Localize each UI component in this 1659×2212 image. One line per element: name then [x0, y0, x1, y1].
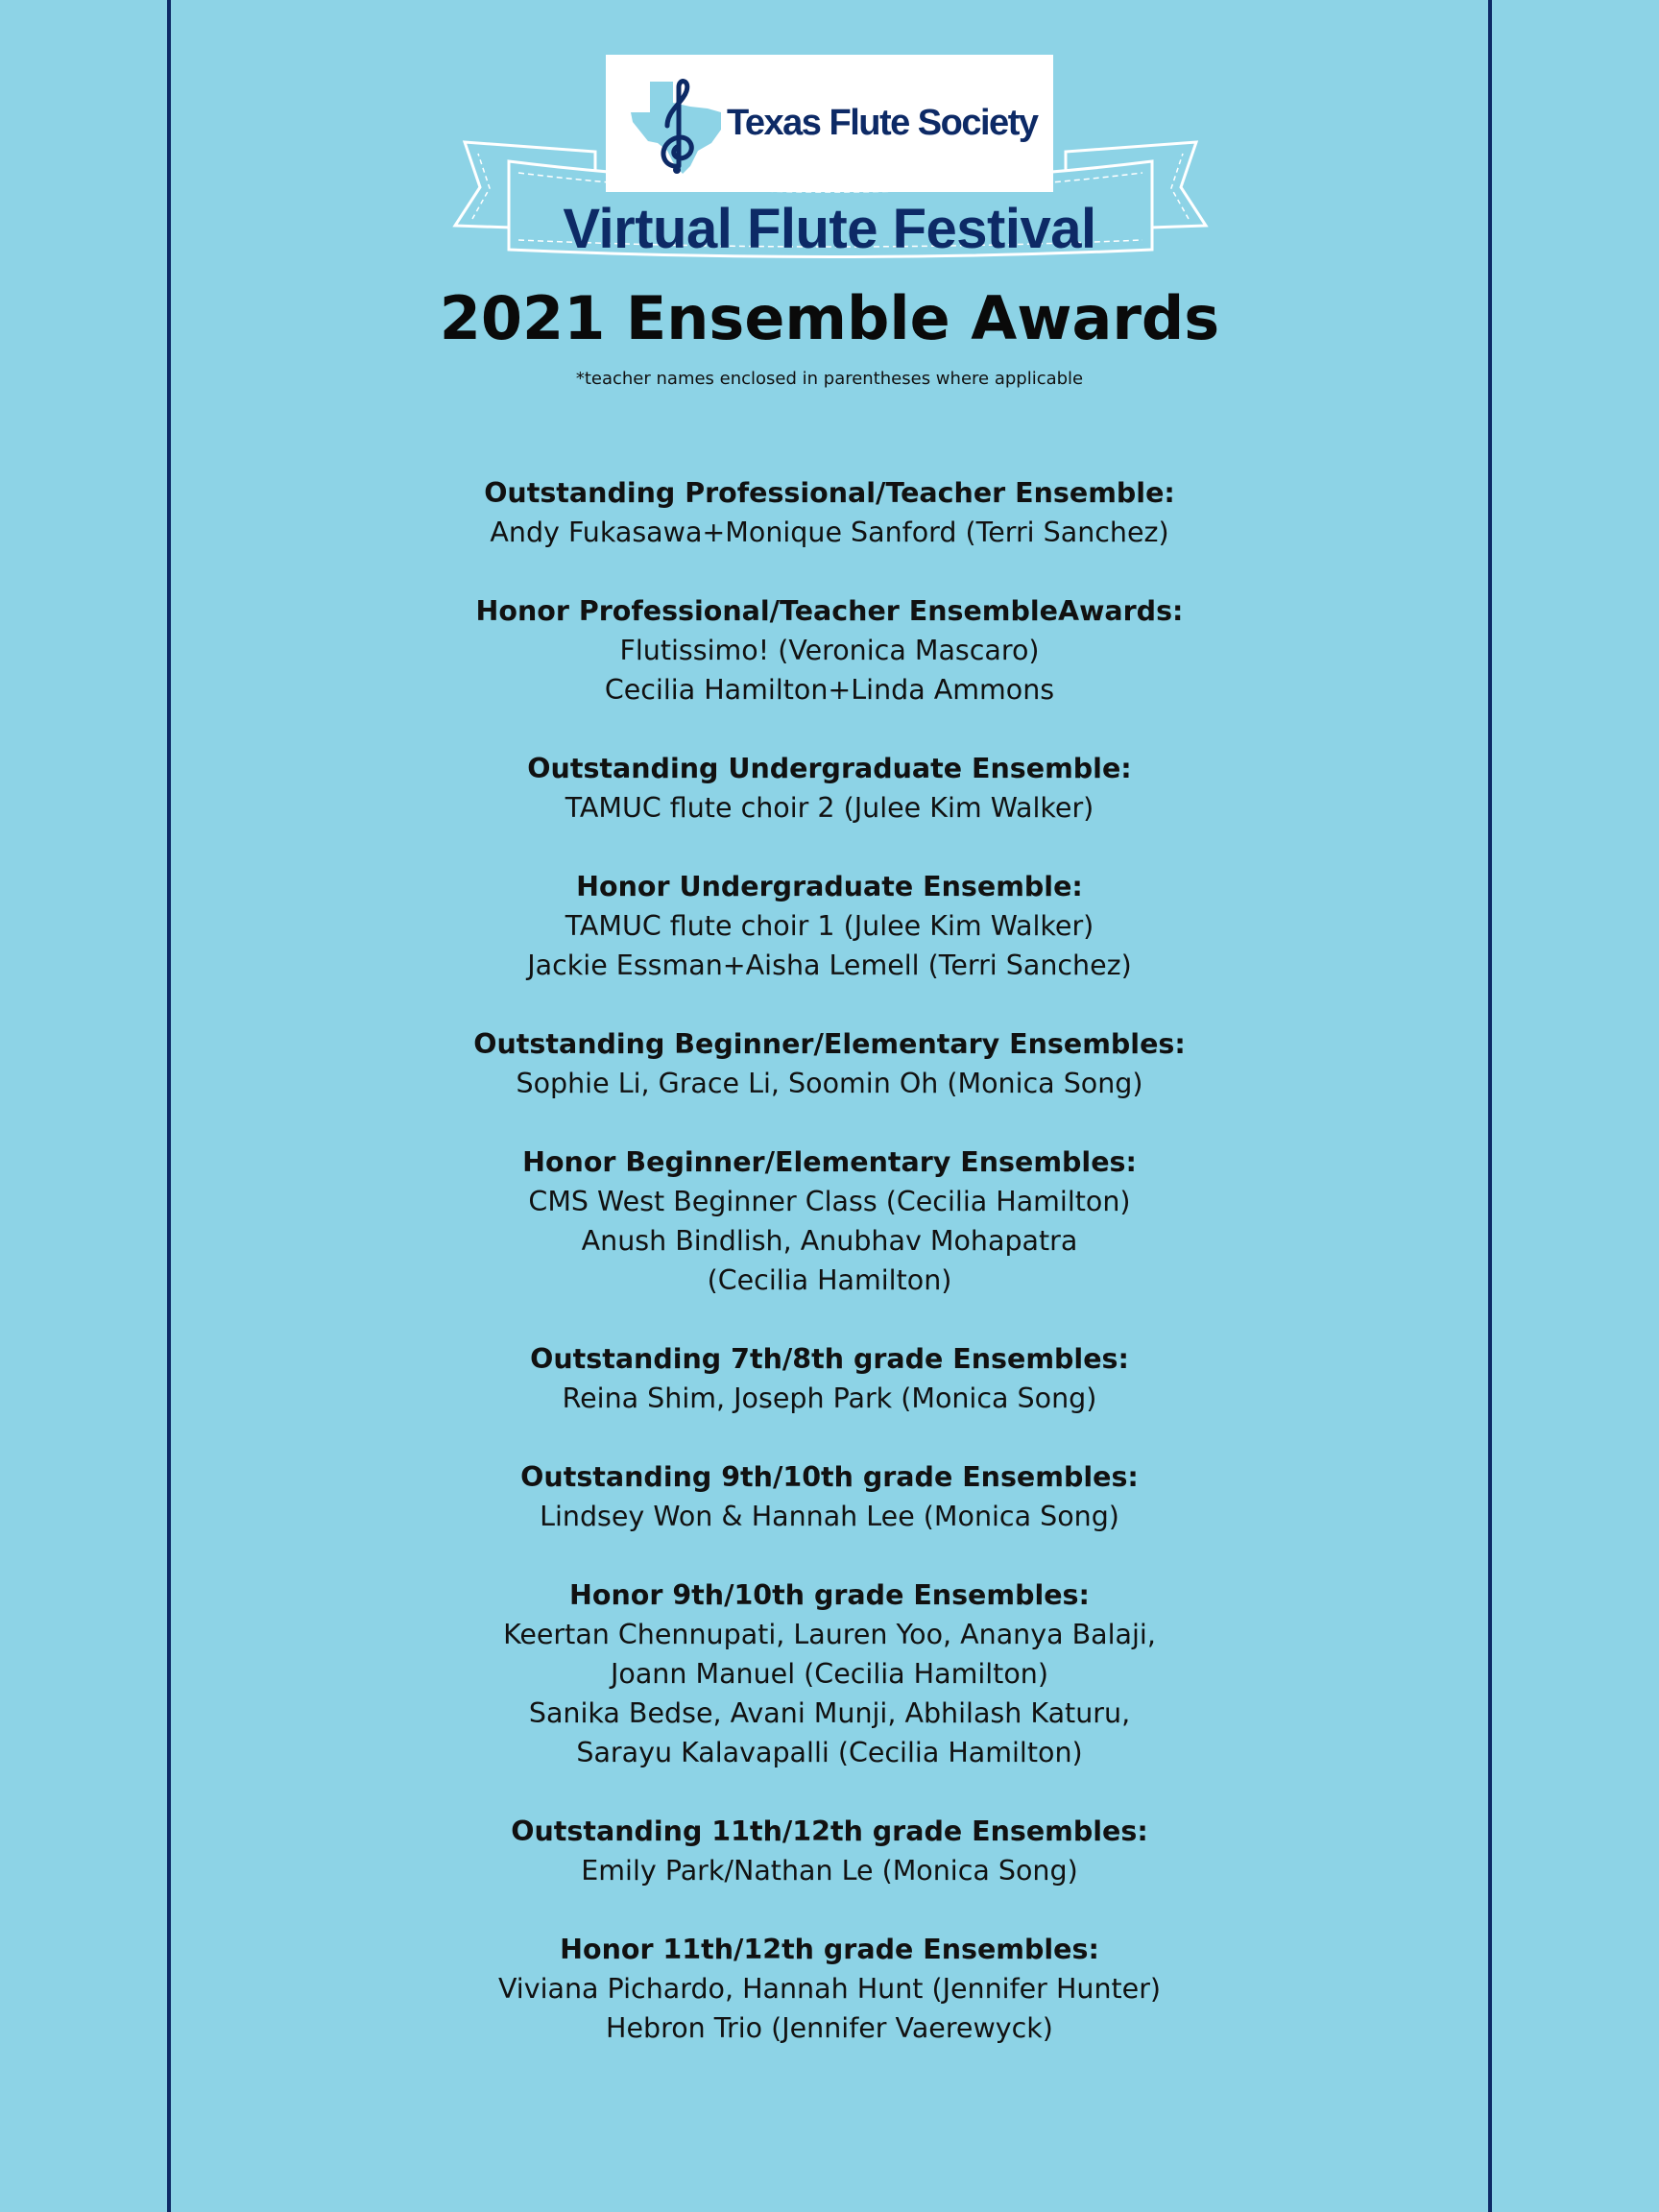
- award-entry: Lindsey Won & Hannah Lee (Monica Song): [540, 1501, 1119, 1532]
- award-entry: Keertan Chennupati, Lauren Yoo, Ananya Balaji,: [503, 1619, 1156, 1650]
- award-heading: Honor 9th/10th grade Ensembles:: [569, 1579, 1090, 1611]
- award-heading: Outstanding 11th/12th grade Ensembles:: [511, 1815, 1148, 1847]
- award-section: [0, 1930, 1659, 2048]
- award-entry: Sanika Bedse, Avani Munji, Abhilash Katuru,: [528, 1697, 1131, 1729]
- award-heading: Honor 11th/12th grade Ensembles:: [560, 1934, 1099, 1965]
- award-heading: Outstanding Professional/Teacher Ensemble:: [484, 477, 1175, 509]
- logo-text: Texas Flute Society: [727, 103, 1038, 143]
- award-entry: Anush Bindlish, Anubhav Mohapatra: [581, 1225, 1078, 1257]
- texas-treble-clef-icon: [623, 74, 729, 176]
- award-heading: Honor Undergraduate Ensemble:: [576, 871, 1083, 902]
- award-entry: Sarayu Kalavapalli (Cecilia Hamilton): [576, 1737, 1083, 1768]
- award-entry: Flutissimo! (Veronica Mascaro): [619, 635, 1040, 666]
- award-entry: Emily Park/Nathan Le (Monica Song): [581, 1855, 1078, 1887]
- award-entry: TAMUC flute choir 1 (Julee Kim Walker): [565, 910, 1094, 942]
- award-section: [0, 1575, 1659, 1772]
- award-section: [0, 473, 1659, 552]
- award-entry: Sophie Li, Grace Li, Soomin Oh (Monica Song): [516, 1068, 1143, 1099]
- footnote: *teacher names enclosed in parentheses where applicable: [575, 369, 1084, 389]
- award-heading: Outstanding 7th/8th grade Ensembles:: [530, 1343, 1129, 1375]
- award-heading: Outstanding Undergraduate Ensemble:: [527, 753, 1132, 784]
- award-entry: (Cecilia Hamilton): [707, 1264, 952, 1296]
- award-section: [0, 1812, 1659, 1890]
- award-section: [0, 749, 1659, 828]
- award-section: [0, 1142, 1659, 1300]
- award-entry: Reina Shim, Joseph Park (Monica Song): [562, 1382, 1097, 1414]
- logo-box: [606, 55, 1053, 192]
- award-entry: Cecilia Hamilton+Linda Ammons: [604, 674, 1055, 706]
- award-section: [0, 1024, 1659, 1103]
- award-entry: Andy Fukasawa+Monique Sanford (Terri Sanchez): [490, 517, 1169, 548]
- award-heading: Honor Beginner/Elementary Ensembles:: [522, 1146, 1137, 1178]
- award-section: [0, 1339, 1659, 1418]
- award-entry: Viviana Pichardo, Hannah Hunt (Jennifer Hunter): [497, 1973, 1162, 2005]
- award-entry: Hebron Trio (Jennifer Vaerewyck): [606, 2012, 1053, 2044]
- award-section: [0, 867, 1659, 985]
- award-entry: TAMUC flute choir 2 (Julee Kim Walker): [565, 792, 1094, 824]
- award-entry: CMS West Beginner Class (Cecilia Hamilton): [528, 1186, 1131, 1217]
- award-section: [0, 591, 1659, 709]
- festival-title: Virtual Flute Festival: [563, 198, 1096, 260]
- awards-list: [0, 473, 1659, 2087]
- award-entry: Joann Manuel (Cecilia Hamilton): [611, 1658, 1048, 1690]
- award-section: [0, 1457, 1659, 1536]
- award-heading: Outstanding 9th/10th grade Ensembles:: [520, 1461, 1139, 1493]
- page-title: 2021 Ensemble Awards: [439, 283, 1220, 353]
- award-entry: Jackie Essman+Aisha Lemell (Terri Sanchez): [527, 950, 1132, 981]
- award-heading: Honor Professional/Teacher EnsembleAwards:: [475, 595, 1184, 627]
- award-heading: Outstanding Beginner/Elementary Ensembles:: [473, 1028, 1186, 1060]
